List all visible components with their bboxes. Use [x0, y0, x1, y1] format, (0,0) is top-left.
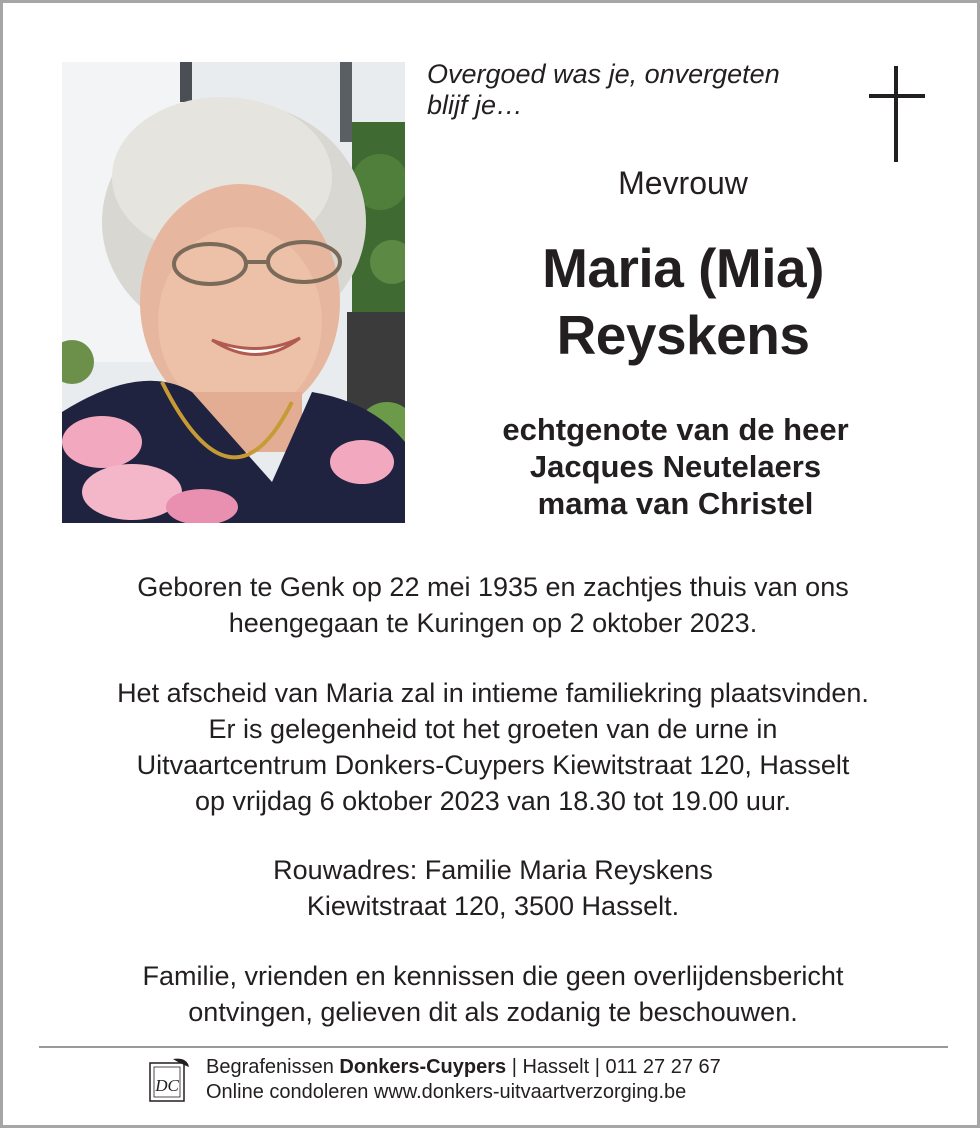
- birth-paragraph: [23, 569, 963, 641]
- birth-line: heengegaan te Kuringen op 2 oktober 2023.: [228, 608, 758, 638]
- salutation: Mevrouw: [618, 165, 748, 201]
- footer: [149, 1055, 949, 1105]
- farewell-line: Het afscheid van Maria zal in intieme familiekring plaatsvinden.: [117, 678, 869, 708]
- footer-text: [206, 1055, 721, 1105]
- motto-line-2: blijf je…: [427, 90, 524, 120]
- relation-line: Jacques Neutelaers: [529, 449, 822, 484]
- footer-contact: | Hasselt | 011 27 27 67: [506, 1056, 721, 1078]
- notice-line: Familie, vrienden en kennissen die geen overlijdensbericht: [142, 961, 844, 991]
- farewell-paragraph: [23, 675, 963, 819]
- motto-line-1: Overgoed was je, onvergeten: [427, 59, 780, 89]
- farewell-line: op vrijdag 6 oktober 2023 van 18.30 tot 19.00 uur.: [195, 786, 791, 816]
- company-name: Donkers-Cuypers: [339, 1056, 507, 1078]
- farewell-line: Uitvaartcentrum Donkers-Cuypers Kiewitstraat 120, Hasselt: [136, 750, 850, 780]
- footer-prefix: Begrafenissen: [206, 1056, 340, 1078]
- farewell-line: Er is gelegenheid tot het groeten van de urne in: [208, 714, 778, 744]
- motto-text: [427, 59, 857, 121]
- name-line-1: Maria (Mia): [542, 237, 824, 299]
- funeral-home-logo: [149, 1057, 191, 1103]
- relations-block: [403, 411, 948, 522]
- logo-text: DC: [155, 1076, 179, 1095]
- deceased-name: [423, 235, 943, 369]
- name-line-2: Reyskens: [556, 304, 810, 366]
- address-paragraph: [23, 852, 963, 924]
- portrait-image: [62, 62, 405, 523]
- footer-line-1: [206, 1055, 721, 1080]
- notice-paragraph: [23, 958, 963, 1030]
- birth-line: Geboren te Genk op 22 mei 1935 en zachtjes thuis van ons: [137, 572, 849, 602]
- relation-line: mama van Christel: [537, 486, 814, 521]
- relation-line: echtgenote van de heer: [502, 412, 849, 447]
- address-line: Kiewitstraat 120, 3500 Hasselt.: [306, 891, 680, 921]
- portrait-photo: [62, 62, 405, 523]
- footer-divider: [39, 1046, 948, 1048]
- cross-icon: [869, 66, 925, 162]
- notice-line: ontvingen, gelieven dit als zodanig te beschouwen.: [188, 997, 798, 1027]
- address-line: Rouwadres: Familie Maria Reyskens: [273, 855, 713, 885]
- footer-line-2: Online condoleren www.donkers-uitvaartverzorging.be: [206, 1081, 687, 1103]
